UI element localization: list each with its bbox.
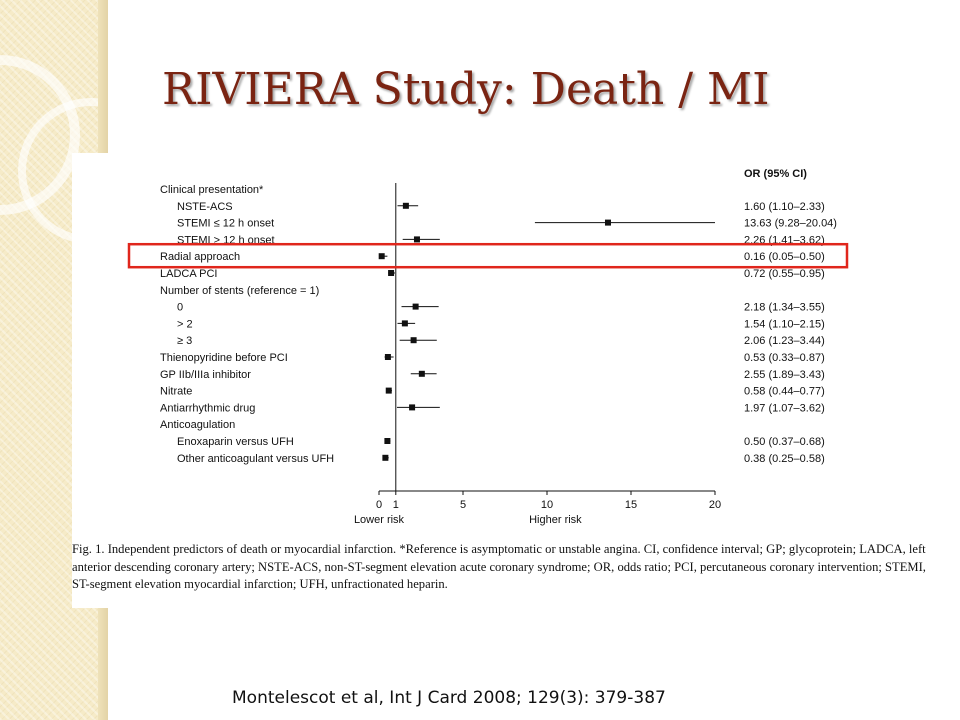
x-tick-label: 20 <box>708 499 722 511</box>
x-label-higher-risk: Higher risk <box>529 514 582 526</box>
forest-plot <box>72 153 940 533</box>
ci-value: 1.97 (1.07–3.62) <box>744 402 825 415</box>
ci-value: 2.26 (1.41–3.62) <box>744 234 825 247</box>
point-estimate <box>386 388 392 394</box>
figure-panel <box>72 153 940 608</box>
point-estimate <box>388 270 394 276</box>
row-label: ≥ 3 <box>177 335 193 348</box>
ci-value: 13.63 (9.28–20.04) <box>744 217 837 230</box>
x-label-lower-risk: Lower risk <box>353 514 405 526</box>
point-estimate <box>379 253 385 259</box>
point-estimate <box>605 220 611 226</box>
row-label: Antiarrhythmic drug <box>160 402 256 415</box>
point-estimate <box>382 455 388 461</box>
point-estimate <box>402 320 408 326</box>
point-estimate <box>413 304 419 310</box>
x-tick-label: 0 <box>375 499 383 511</box>
ci-value: 2.18 (1.34–3.55) <box>744 301 825 314</box>
row-label: NSTE-ACS <box>177 200 233 213</box>
x-tick-label: 10 <box>540 499 554 511</box>
ci-value: 0.72 (0.55–0.95) <box>744 268 825 280</box>
ci-value: 0.58 (0.44–0.77) <box>744 385 825 398</box>
ci-value: 0.53 (0.33–0.87) <box>744 352 825 364</box>
ci-value: 0.38 (0.25–0.58) <box>744 452 825 465</box>
ci-value: 1.54 (1.10–2.15) <box>744 318 825 331</box>
row-label: STEMI > 12 h onset <box>177 234 275 247</box>
row-label: STEMI ≤ 12 h onset <box>177 217 275 230</box>
ci-value: 1.60 (1.10–2.33) <box>744 200 825 213</box>
row-label: GP IIb/IIIa inhibitor <box>160 368 251 381</box>
figure-caption: Fig. 1. Independent predictors of death or myocardial infarction. *Reference is asymptomatic or unstable angina. CI, confidence interval; GP; glycoprotein; LADCA, left anterior descending coronary artery; NSTE-ACS, non-ST-segment elevation acute coronary syndrome; OR, odds ratio; PCI, percutaneous coronary intervention; STEMI, ST-segment elevation myocardial infarction; UFH, unfractionated heparin. <box>72 542 926 591</box>
ci-value: 2.06 (1.23–3.44) <box>744 335 825 348</box>
x-tick-label: 1 <box>392 499 399 511</box>
point-estimate <box>414 236 420 242</box>
row-label: Nitrate <box>160 385 193 398</box>
ci-value: 0.16 (0.05–0.50) <box>744 251 825 264</box>
row-label: Anticoagulation <box>160 419 236 432</box>
row-label: Thienopyridine before PCI <box>160 352 288 364</box>
point-estimate <box>411 337 417 343</box>
row-label: Enoxaparin versus UFH <box>177 436 294 448</box>
row-label: Other anticoagulant versus UFH <box>177 452 335 465</box>
point-estimate <box>419 371 425 377</box>
point-estimate <box>385 354 391 360</box>
row-label: Number of stents (reference = 1) <box>160 284 320 297</box>
x-tick-label: 15 <box>624 499 638 511</box>
row-label: 0 <box>177 301 184 314</box>
x-tick-label: 5 <box>459 499 467 511</box>
row-label: > 2 <box>177 318 193 331</box>
ci-value: 0.50 (0.37–0.68) <box>744 436 825 448</box>
citation: Montelescot et al, Int J Card 2008; 129(3): 379-387 <box>232 688 666 708</box>
point-estimate <box>403 203 409 209</box>
point-estimate <box>384 438 390 444</box>
ci-column-header: OR (95% CI) <box>744 168 807 180</box>
ci-value: 2.55 (1.89–3.43) <box>744 368 825 381</box>
row-label: LADCA PCI <box>160 268 218 280</box>
slide-title: RIVIERA Study: Death / MI <box>162 64 770 115</box>
row-label: Radial approach <box>160 251 241 264</box>
row-label: Clinical presentation* <box>160 184 264 196</box>
point-estimate <box>409 404 415 410</box>
